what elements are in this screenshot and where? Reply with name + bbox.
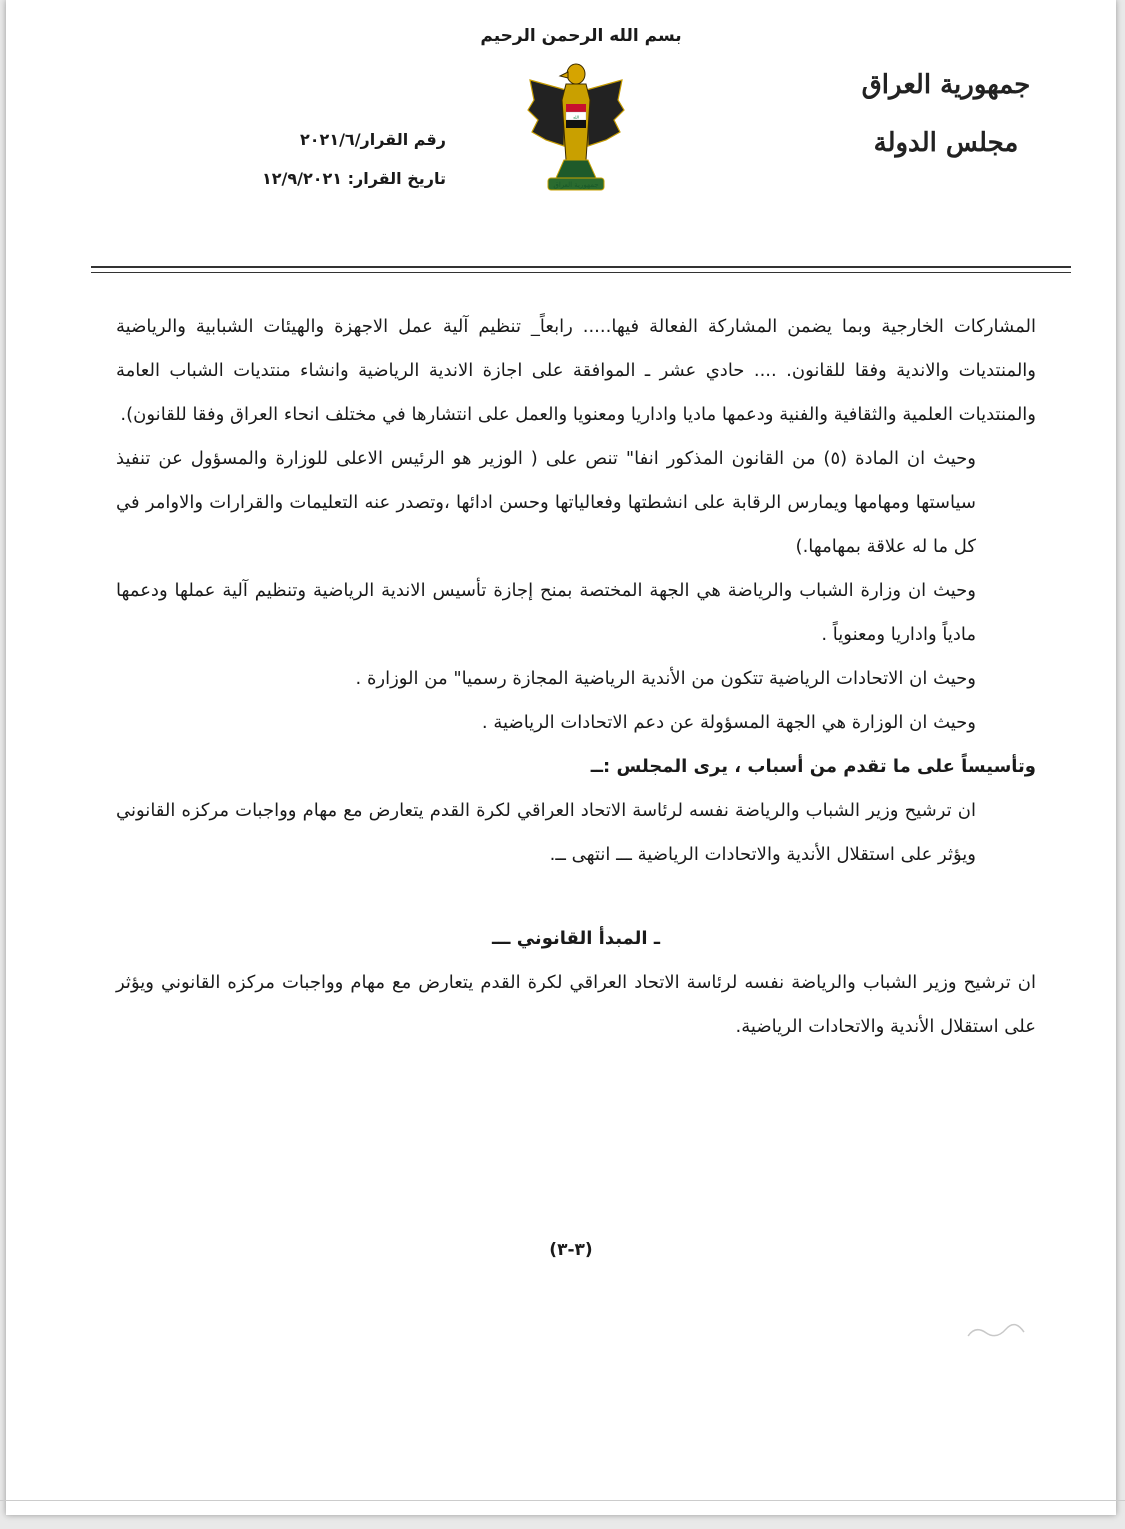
decision-meta bbox=[236, 130, 446, 208]
paragraph-federations-composition: وحيث ان الاتحادات الرياضية تتكون من الأندية الرياضية المجازة رسميا" من الوزارة . bbox=[355, 668, 976, 689]
council-opinion: ان ترشيح وزير الشباب والرياضة نفسه لرئاسة الاتحاد العراقي لكرة القدم يتعارض مع مهام وواجبات مركزه القانوني ويؤثر على استقلال الأندية والاتحادات الرياضية ـــ انتهى ــ. bbox=[116, 800, 976, 865]
paragraph-ministry-support: وحيث ان الوزارة هي الجهة المسؤولة عن دعم الاتحادات الرياضية . bbox=[481, 712, 976, 733]
council-title: مجلس الدولة bbox=[873, 128, 1019, 158]
svg-text:الله: الله bbox=[573, 114, 579, 120]
bismillah: بسم الله الرحمن الرحيم bbox=[480, 26, 682, 46]
header-divider bbox=[91, 266, 1071, 268]
document-body bbox=[116, 305, 1036, 1049]
republic-title: جمهورية العراق bbox=[861, 70, 1031, 100]
emblem-caption: جمهورية العراق bbox=[553, 181, 599, 189]
paragraph-ministry-authority: وحيث ان وزارة الشباب والرياضة هي الجهة المختصة بمنح إجازة تأسيس الاندية الرياضية وتنظيم آلية عملها ودعمها مادياً واداريا ومعنوياً . bbox=[116, 580, 976, 645]
decision-date: تاريخ القرار: ١٢/٩/٢٠٢١ bbox=[261, 169, 446, 188]
legal-principle-title: ـ المبدأ القانوني ـــ bbox=[492, 928, 660, 949]
legal-principle: ان ترشيح وزير الشباب والرياضة نفسه لرئاسة الاتحاد العراقي لكرة القدم يتعارض مع مهام وواجبات مركزه القانوني ويؤثر على استقلال الأندية والاتحادات الرياضية. bbox=[116, 972, 1036, 1037]
faint-stamp-mark bbox=[965, 1318, 1027, 1349]
decision-number: رقم القرار/٢٠٢١/٦ bbox=[300, 130, 446, 149]
council-opinion-heading: وتأسيساً على ما تقدم من أسباب ، يرى المجلس :ــ bbox=[590, 756, 1036, 777]
iraq-eagle-emblem-icon bbox=[526, 60, 626, 200]
paragraph-continuation: المشاركات الخارجية وبما يضمن المشاركة الفعالة فيها..... رابعاً_ تنظيم آلية عمل الاجهزة والهيئات الشبابية والرياضية والمنتديات والاندية وفقا للقانون. .... حادي عشر ـ الموافقة على اجازة الاندية الرياضية وانشاء منتديات الشباب العامة والمنتديات العلمية والثقافية والفنية ودعمها ماديا واداريا ومعنويا والعمل على انتشارها في مختلف انحاء العراق وفقا للقانون). bbox=[116, 316, 1036, 425]
issuer-header bbox=[826, 70, 1066, 158]
header-divider-thin bbox=[91, 272, 1071, 273]
document-page bbox=[6, 0, 1116, 1515]
paragraph-article-5: وحيث ان المادة (٥) من القانون المذكور انفا" تنص على ( الوزير هو الرئيس الاعلى للوزارة والمسؤول عن تنفيذ سياستها ومهامها ويمارس الرقابة على انشطتها وفعالياتها وحسن ادائها ،وتصدر عنه التعليمات والقرارات والاوامر في كل ما له علاقة بمهامها.) bbox=[116, 448, 977, 557]
page-bottom-edge bbox=[0, 1500, 1125, 1501]
page-number: (٣-٣) bbox=[549, 1240, 593, 1260]
